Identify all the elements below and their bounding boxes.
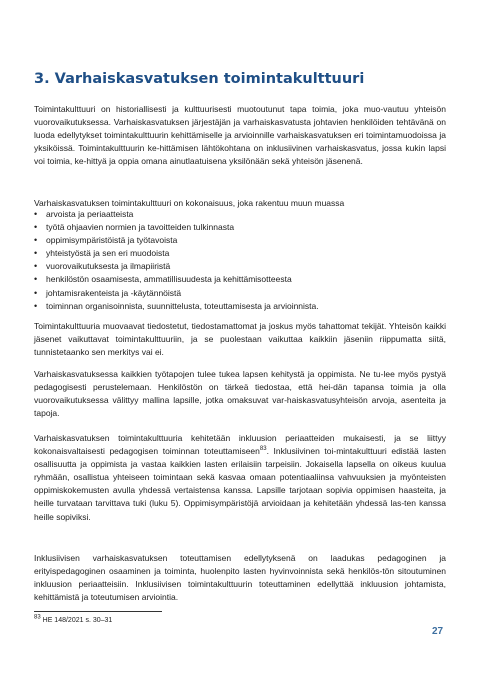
- footnote-marker: 83: [34, 614, 41, 621]
- list-item: • oppimisympäristöistä ja työtavoista: [34, 235, 178, 246]
- list-item: • vuorovaikutuksesta ja ilmapiiristä: [34, 261, 171, 272]
- bullet-icon: •: [34, 300, 38, 311]
- paragraph-work-methods: Varhaiskasvatuksessa kaikkien työtapojen tulee tukea lapsen kehitystä ja oppimista. Ne tu-lee myös pystyä pedagogisesti perustelemaan. Henkilöstön on tärkeä tiedostaa, että hei-dän tapansa toimia ja olla vuorovaikutuksessa välittyy mallina lapsille, jotka omaksuvat var-haiskasvatusyhteisön arvoja, asenteita ja tapoja.: [34, 369, 446, 419]
- bullet-icon: •: [34, 274, 38, 285]
- list-item: • toiminnan organisoinnista, suunnittelusta, toteuttamisesta ja arvioinnista.: [34, 300, 319, 311]
- list-item: • johtamisrakenteista ja -käytännöistä: [34, 287, 182, 298]
- list-item: • työtä ohjaavien normien ja tavoitteiden tulkinnasta: [34, 222, 235, 233]
- paragraph-inclusion: Varhaiskasvatuksen toimintakulttuuria kehitetään inkluusion periaatteiden mukaisesti, ja se liittyy kokonaisvaltaisesti pedagogisen toiminnan toteuttamiseen$^{83}$. Inklusiivinen toi-mintakulttuuri edistää lasten osallisuutta ja oppimista ja vastaa kaikkien lasten erilaisiin tarpeisiin. Jokaisella lapsella on oikeus kuulua ryhmään, osallistua yhteiseen toimintaan sekä kasvaa omaan potentiaaliinsa vahvuuksien ja myönteisten oppimiskokemusten avulla yhdessä vertaistensa kanssa. Lapsille tarjotaan sopivia oppimisen haasteita, ja heille turvataan tarvittava tuki (luku 5). Oppimisympäristöjä arvioidaan ja kehitetään yhdessä las-ten kanssa heille sopiviksi.: [34, 433, 447, 522]
- paragraph-inclusive-conditions: Inklusiivisen varhaiskasvatuksen toteuttamisen edellytyksenä on laadukas pedagoginen ja erityispedagoginen osaaminen ja toiminta, huolenpito lasten hyvinvoinnista sekä henkilös-tön sitoutuminen inkluusion periaatteisiin. Inklusiivisen toimintakulttuurin toteuttaminen edellyttää inkluusion johtamista, kehittämistä ja toteutumisen arviointia.: [34, 553, 446, 603]
- page-number: 27: [432, 626, 444, 637]
- paragraph-list-lead: Varhaiskasvatuksen toimintakulttuuri on kokonaisuus, joka rakentuu muun muassa: [34, 198, 345, 208]
- bullet-icon: •: [34, 287, 38, 298]
- footnote-reference[interactable]: 83: [259, 446, 267, 453]
- bullet-icon: •: [34, 209, 38, 219]
- bullet-icon: •: [34, 235, 38, 246]
- footnote-text: HE 148/2021 s. 30–31: [40, 617, 113, 624]
- paragraph-factors: Toimintakulttuuria muovaavat tiedostetut, tiedostamattomat ja joskus myös tahattomat tekijät. Yhteisön kaikki jäsenet vaikuttavat toimintakulttuuriin, ja se puolestaan vaikuttaa kaikkiin jäseniin riippumatta siitä, tunnistetaanko sen merkitys vai ei.: [34, 321, 446, 358]
- section-heading: 3. Varhaiskasvatuksen toimintakulttuuri: [34, 71, 365, 87]
- bullet-icon: •: [34, 261, 38, 272]
- list-item: • arvoista ja periaatteista: [34, 209, 134, 219]
- footnote-divider: [34, 611, 162, 612]
- bullet-icon: •: [34, 222, 38, 233]
- list-item: • henkilöstön osaamisesta, ammatillisuudesta ja kehittämisotteesta: [34, 274, 292, 285]
- list-item: • yhteistyöstä ja sen eri muodoista: [34, 248, 170, 259]
- bullet-icon: •: [34, 248, 38, 259]
- bullet-list: [34, 208, 446, 313]
- paragraph-intro: Toimintakulttuuri on historiallisesti ja kulttuurisesti muotoutunut tapa toimia, joka muo-vautuu yhteisön vuorovaikutuksessa. Varhaiskasvatuksen järjestäjän ja varhaiskasvatusta johtavien henkilöiden tehtävänä on luoda edellytykset toimintakulttuurin kehittämiselle ja arvioinnille varhaiskasvatuksen eri toimintamuodoissa ja yksiköissä. Toimintakulttuurin ke-hittämisen lähtökohtana on inklusiivinen varhaiskasvatus, jossa kukin lapsi voi toimia, ke-hittyä ja oppia omana ainutlaatuisena yksilönään sekä yhteisön jäsenenä.: [34, 104, 446, 167]
- footnote: [34, 614, 113, 624]
